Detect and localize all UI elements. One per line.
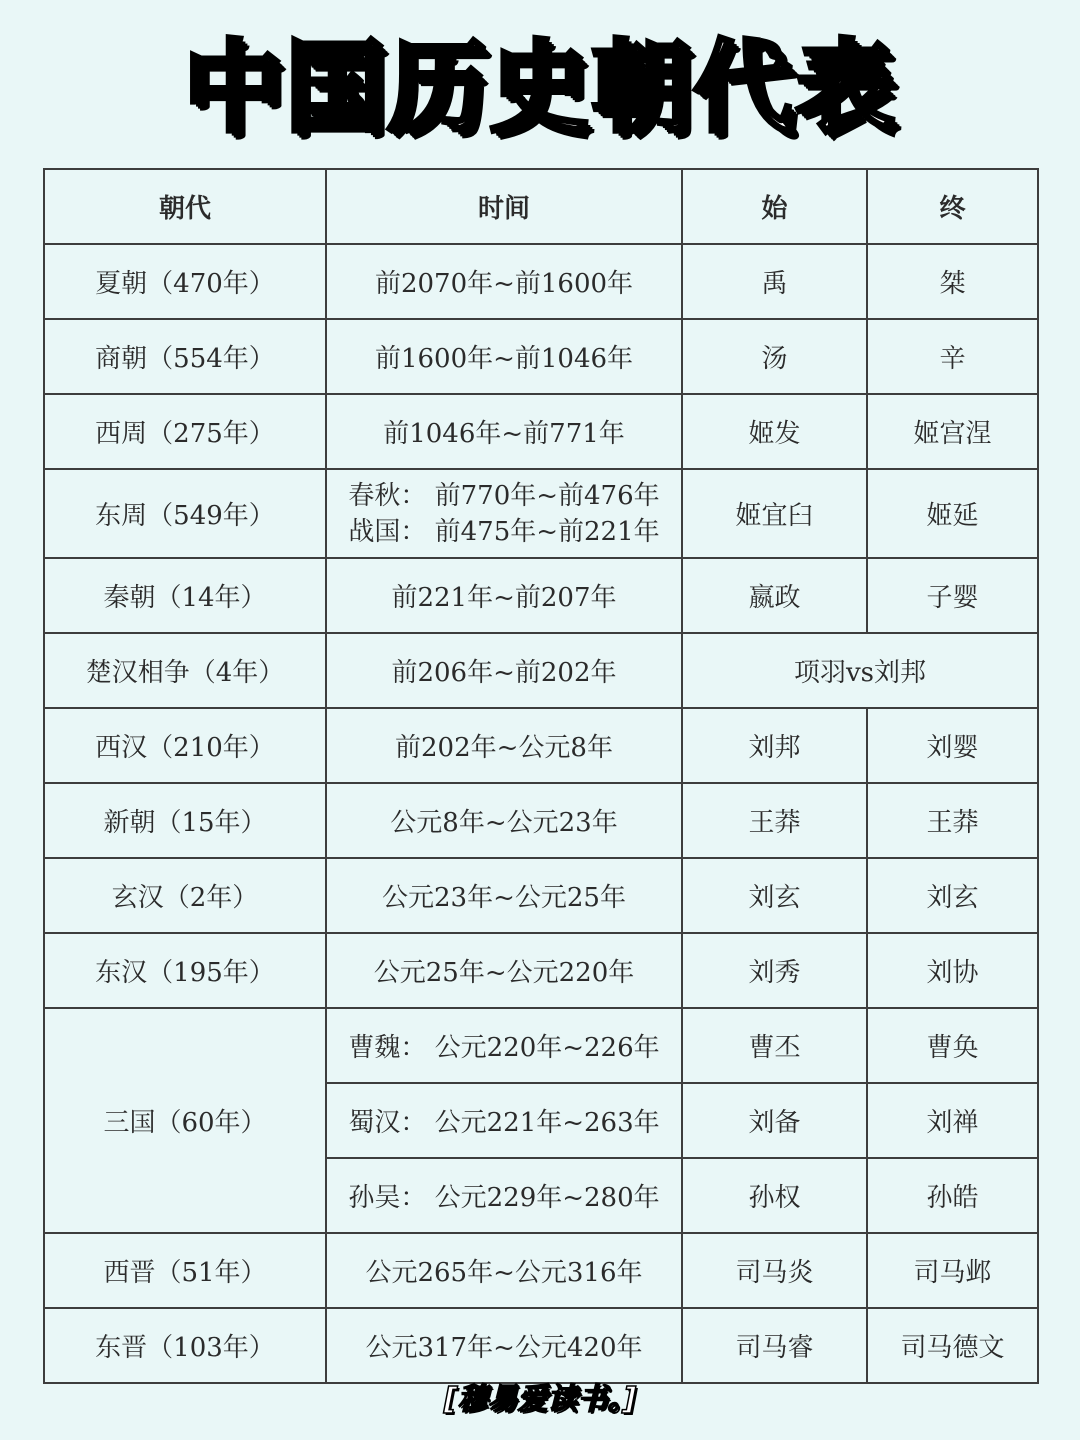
time-cell: 公元317年~公元420年 — [326, 1308, 682, 1383]
dynasty-cell: 秦朝（14年） — [44, 558, 326, 633]
dynasty-table — [43, 168, 1039, 1384]
time-cell: 前2070年~前1600年 — [326, 244, 682, 319]
time-cell — [326, 469, 682, 558]
dynasty-cell: 夏朝（470年） — [44, 244, 326, 319]
table-row — [44, 1233, 1038, 1308]
end-ruler-cell: 司马德文 — [867, 1308, 1038, 1383]
time-cell: 蜀汉： 公元221年~263年 — [326, 1083, 682, 1158]
start-ruler-cell: 孙权 — [682, 1158, 867, 1233]
end-ruler-cell: 王莽 — [867, 783, 1038, 858]
dynasty-cell: 东周（549年） — [44, 469, 326, 558]
table-row — [44, 933, 1038, 1008]
end-ruler-cell: 刘玄 — [867, 858, 1038, 933]
time-cell: 孙吴： 公元229年~280年 — [326, 1158, 682, 1233]
table-row — [44, 558, 1038, 633]
table-row — [44, 1308, 1038, 1383]
start-ruler-cell: 禹 — [682, 244, 867, 319]
end-ruler-cell: 姬宫涅 — [867, 394, 1038, 469]
table-row — [44, 1008, 1038, 1083]
start-ruler-cell: 刘邦 — [682, 708, 867, 783]
time-cell: 公元25年~公元220年 — [326, 933, 682, 1008]
table-row — [44, 858, 1038, 933]
dynasty-cell: 楚汉相争（4年） — [44, 633, 326, 708]
rulers-span-cell: 项羽vs刘邦 — [682, 633, 1038, 708]
dynasty-cell: 三国（60年） — [44, 1008, 326, 1233]
time-cell: 前1046年~前771年 — [326, 394, 682, 469]
start-ruler-cell: 司马炎 — [682, 1233, 867, 1308]
start-ruler-cell: 姬宜臼 — [682, 469, 867, 558]
dynasty-cell: 商朝（554年） — [44, 319, 326, 394]
end-ruler-cell: 姬延 — [867, 469, 1038, 558]
end-ruler-cell: 刘禅 — [867, 1083, 1038, 1158]
start-ruler-cell: 汤 — [682, 319, 867, 394]
page-title: 中国历史朝代表 — [183, 29, 897, 146]
table-row — [44, 783, 1038, 858]
start-ruler-cell: 王莽 — [682, 783, 867, 858]
time-line-chunqiu: 春秋： 前770年~前476年 — [348, 480, 660, 511]
time-cell: 公元8年~公元23年 — [326, 783, 682, 858]
header-time: 时间 — [326, 169, 682, 244]
time-line-zhanguo: 战国： 前475年~前221年 — [348, 516, 660, 547]
dynasty-cell: 新朝（15年） — [44, 783, 326, 858]
end-ruler-cell: 刘婴 — [867, 708, 1038, 783]
time-cell: 前1600年~前1046年 — [326, 319, 682, 394]
dynasty-cell: 东晋（103年） — [44, 1308, 326, 1383]
dynasty-cell: 西周（275年） — [44, 394, 326, 469]
dynasty-cell: 玄汉（2年） — [44, 858, 326, 933]
start-ruler-cell: 曹丕 — [682, 1008, 867, 1083]
table-header-row — [44, 169, 1038, 244]
end-ruler-cell: 辛 — [867, 319, 1038, 394]
dynasty-cell: 西晋（51年） — [44, 1233, 326, 1308]
end-ruler-cell: 桀 — [867, 244, 1038, 319]
start-ruler-cell: 刘备 — [682, 1083, 867, 1158]
table-row — [44, 469, 1038, 558]
start-ruler-cell: 刘玄 — [682, 858, 867, 933]
start-ruler-cell: 司马睿 — [682, 1308, 867, 1383]
start-ruler-cell: 刘秀 — [682, 933, 867, 1008]
end-ruler-cell: 司马邺 — [867, 1233, 1038, 1308]
table-row — [44, 708, 1038, 783]
end-ruler-cell: 孙皓 — [867, 1158, 1038, 1233]
table-row — [44, 319, 1038, 394]
table-row — [44, 244, 1038, 319]
time-cell: 前206年~前202年 — [326, 633, 682, 708]
author-watermark: [穆易爱读书。] — [443, 1382, 637, 1417]
time-cell: 前221年~前207年 — [326, 558, 682, 633]
start-ruler-cell: 姬发 — [682, 394, 867, 469]
time-cell: 前202年~公元8年 — [326, 708, 682, 783]
end-ruler-cell: 刘协 — [867, 933, 1038, 1008]
dynasty-cell: 东汉（195年） — [44, 933, 326, 1008]
end-ruler-cell: 曹奂 — [867, 1008, 1038, 1083]
header-end: 终 — [867, 169, 1038, 244]
header-start: 始 — [682, 169, 867, 244]
table-row — [44, 633, 1038, 708]
dynasty-cell: 西汉（210年） — [44, 708, 326, 783]
time-cell: 公元23年~公元25年 — [326, 858, 682, 933]
end-ruler-cell: 子婴 — [867, 558, 1038, 633]
time-cell: 曹魏： 公元220年~226年 — [326, 1008, 682, 1083]
header-dynasty: 朝代 — [44, 169, 326, 244]
start-ruler-cell: 嬴政 — [682, 558, 867, 633]
table-row — [44, 394, 1038, 469]
time-cell: 公元265年~公元316年 — [326, 1233, 682, 1308]
